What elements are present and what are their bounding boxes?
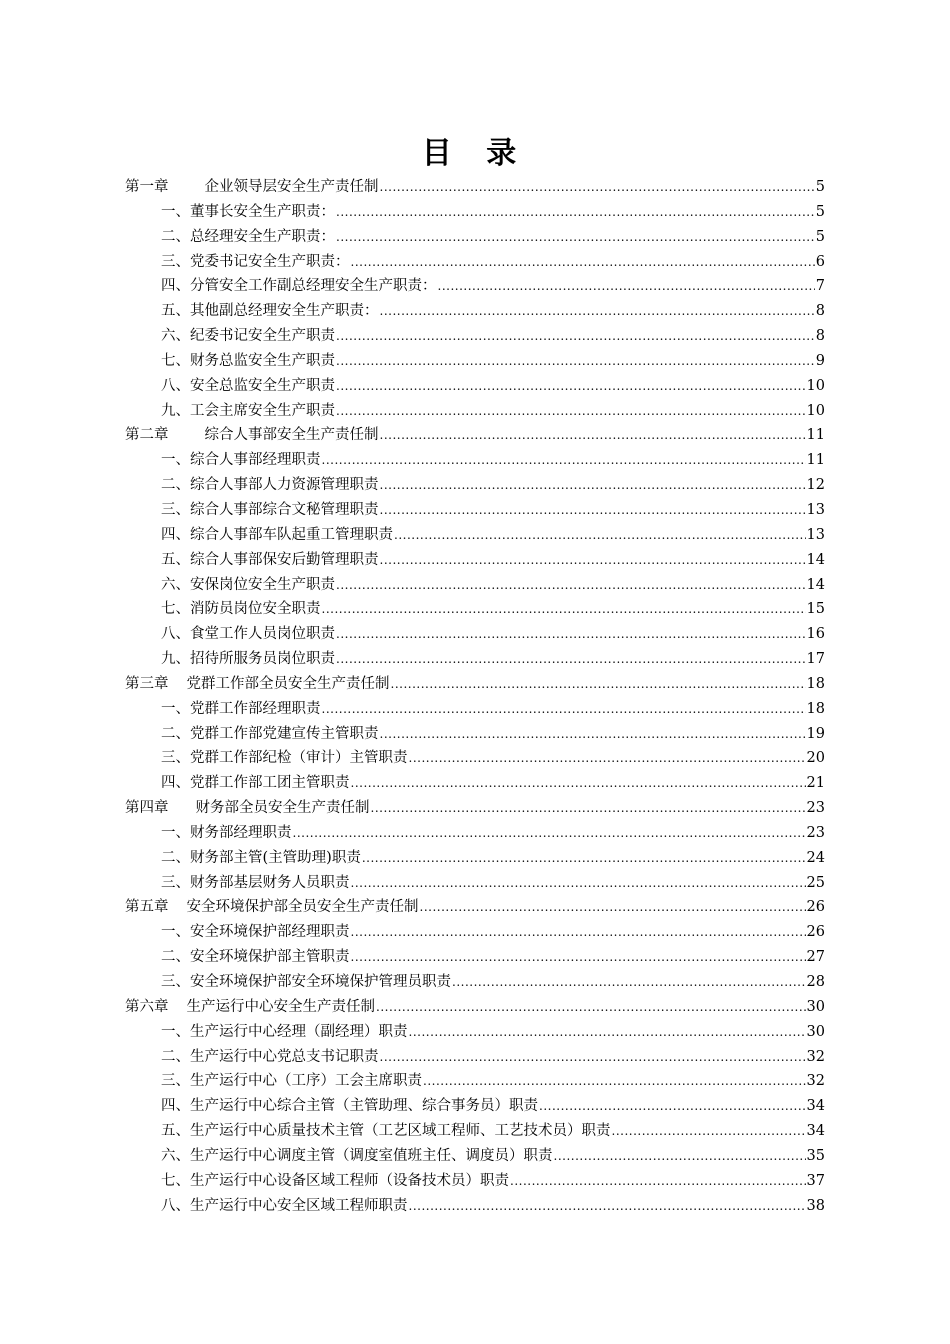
toc-page-number: 25 xyxy=(806,874,825,891)
toc-section-entry[interactable] xyxy=(125,200,825,225)
toc-section-entry[interactable] xyxy=(125,846,825,871)
toc-page-number: 32 xyxy=(806,1048,825,1065)
toc-dot-leader xyxy=(380,498,806,523)
toc-entry-title: 七、生产运行中心设备区域工程师（设备技术员）职责 xyxy=(161,1172,509,1189)
toc-section-entry[interactable] xyxy=(125,821,825,846)
toc-section-entry[interactable] xyxy=(125,573,825,598)
toc-section-entry[interactable] xyxy=(125,647,825,672)
toc-section-entry[interactable] xyxy=(125,697,825,722)
toc-chapter-entry[interactable] xyxy=(125,423,825,448)
toc-entry-title: 二、总经理安全生产职责： xyxy=(161,228,335,245)
toc-page-number: 38 xyxy=(806,1197,825,1214)
toc-dot-leader xyxy=(322,597,806,622)
toc-chapter-entry[interactable] xyxy=(125,672,825,697)
toc-dot-leader xyxy=(336,399,806,424)
toc-page-number: 23 xyxy=(806,800,825,817)
toc-entry-title: 三、财务部基层财务人员职责 xyxy=(161,874,350,891)
toc-page-number: 35 xyxy=(806,1147,825,1164)
toc-dot-leader xyxy=(380,722,806,747)
toc-page-number: 13 xyxy=(806,526,825,543)
toc-section-entry[interactable] xyxy=(125,597,825,622)
toc-dot-leader xyxy=(336,200,815,225)
toc-chapter-number: 第五章 xyxy=(125,899,169,916)
toc-dot-leader xyxy=(371,796,806,821)
toc-section-entry[interactable] xyxy=(125,920,825,945)
toc-dot-leader xyxy=(380,473,806,498)
toc-chapter-entry[interactable] xyxy=(125,995,825,1020)
toc-section-entry[interactable] xyxy=(125,299,825,324)
toc-section-entry[interactable] xyxy=(125,722,825,747)
toc-dot-leader xyxy=(351,250,815,275)
toc-dot-leader xyxy=(351,771,806,796)
toc-page-number: 17 xyxy=(806,651,825,668)
toc-entry-title: 八、安全总监安全生产职责 xyxy=(161,377,335,394)
toc-dot-leader xyxy=(362,846,806,871)
toc-entry-title: 三、党委书记安全生产职责： xyxy=(161,253,350,270)
toc-section-entry[interactable] xyxy=(125,399,825,424)
toc-page-number: 23 xyxy=(806,824,825,841)
toc-entry-title: 三、综合人事部综合文秘管理职责 xyxy=(161,501,379,518)
toc-entry-title: 一、安全环境保护部经理职责 xyxy=(161,924,350,941)
toc-section-entry[interactable] xyxy=(125,548,825,573)
toc-section-entry[interactable] xyxy=(125,1194,825,1219)
toc-section-entry[interactable] xyxy=(125,250,825,275)
toc-page-number: 28 xyxy=(806,974,825,990)
toc-page-number: 11 xyxy=(806,427,825,444)
toc-entry-title: 三、党群工作部纪检（审计）主管职责 xyxy=(161,750,408,767)
toc-entry-title: 生产运行中心安全生产责任制 xyxy=(186,998,375,1015)
toc-entry-title: 五、其他副总经理安全生产职责： xyxy=(161,303,379,320)
toc-section-entry[interactable] xyxy=(125,374,825,399)
toc-entry-title: 一、财务部经理职责 xyxy=(161,824,292,841)
toc-page-number: 14 xyxy=(806,551,825,568)
toc-dot-leader xyxy=(554,1144,806,1169)
toc-chapter-number: 第三章 xyxy=(125,675,169,692)
toc-dot-leader xyxy=(420,895,806,920)
toc-page-number: 5 xyxy=(815,203,825,220)
toc-section-entry[interactable] xyxy=(125,1144,825,1169)
toc-dot-leader xyxy=(322,697,806,722)
toc-entry-title: 安全环境保护部全员安全生产责任制 xyxy=(186,899,419,916)
toc-page-number: 12 xyxy=(806,477,825,494)
toc-entry-title: 二、党群工作部党建宣传主管职责 xyxy=(161,725,379,742)
toc-page-number: 18 xyxy=(806,700,825,717)
toc-entry-title: 八、食堂工作人员岗位职责 xyxy=(161,626,335,643)
toc-entry-title: 四、党群工作部工团主管职责 xyxy=(161,775,350,792)
toc-chapter-number: 第四章 xyxy=(125,800,169,817)
toc-dot-leader xyxy=(336,225,815,250)
toc-entry-title: 四、分管安全工作副总经理安全生产职责： xyxy=(161,278,437,295)
toc-dot-leader xyxy=(336,374,806,399)
toc-section-entry[interactable] xyxy=(125,771,825,796)
toc-dot-leader xyxy=(409,1020,806,1045)
toc-dot-leader xyxy=(409,1194,806,1219)
toc-page-number: 6 xyxy=(815,253,825,270)
toc-page-number: 16 xyxy=(806,626,825,643)
toc-page-number: 7 xyxy=(815,278,825,295)
toc-page-number: 27 xyxy=(806,949,825,966)
toc-page-number: 30 xyxy=(806,998,825,1015)
toc-section-entry[interactable] xyxy=(125,1045,825,1070)
toc-dot-leader xyxy=(351,945,806,970)
toc-section-entry[interactable] xyxy=(125,523,825,548)
toc-page-number: 8 xyxy=(815,303,825,320)
toc-chapter-number: 第六章 xyxy=(125,998,169,1015)
toc-entry-title: 二、综合人事部人力资源管理职责 xyxy=(161,477,379,494)
table-of-contents xyxy=(125,175,825,1218)
toc-page-number: 20 xyxy=(806,750,825,767)
toc-entry-title: 一、生产运行中心经理（副经理）职责 xyxy=(161,1023,408,1040)
toc-entry-title: 二、财务部主管(主管助理)职责 xyxy=(161,849,361,866)
toc-entry-title: 三、安全环境保护部安全环境保护管理员职责 xyxy=(161,974,451,990)
toc-dot-leader xyxy=(612,1119,806,1144)
toc-page-number: 8 xyxy=(815,328,825,345)
toc-chapter-entry[interactable] xyxy=(125,796,825,821)
toc-section-entry[interactable] xyxy=(125,871,825,896)
toc-dot-leader xyxy=(380,548,806,573)
toc-entry-title: 五、生产运行中心质量技术主管（工艺区域工程师、工艺技术员）职责 xyxy=(161,1123,611,1140)
toc-section-entry[interactable] xyxy=(125,1119,825,1144)
toc-dot-leader xyxy=(510,1169,806,1194)
toc-section-entry[interactable] xyxy=(125,1169,825,1194)
toc-entry-title: 七、财务总监安全生产职责 xyxy=(161,352,335,369)
toc-section-entry[interactable] xyxy=(125,349,825,374)
toc-dot-leader xyxy=(376,995,806,1020)
toc-section-entry[interactable] xyxy=(125,498,825,523)
toc-dot-leader xyxy=(322,448,806,473)
toc-section-entry[interactable] xyxy=(125,473,825,498)
toc-dot-leader xyxy=(394,523,806,548)
toc-chapter-entry[interactable] xyxy=(125,175,825,200)
toc-dot-leader xyxy=(380,423,806,448)
toc-entry-title: 四、综合人事部车队起重工管理职责 xyxy=(161,526,393,543)
toc-dot-leader xyxy=(423,1069,806,1094)
toc-dot-leader xyxy=(351,871,806,896)
page-title: 目 录 xyxy=(421,136,529,171)
toc-page-number: 30 xyxy=(806,1023,825,1040)
toc-page-number: 5 xyxy=(815,228,825,245)
toc-entry-title: 七、消防员岗位安全职责 xyxy=(161,601,321,618)
toc-page-number: 13 xyxy=(806,501,825,518)
toc-dot-leader xyxy=(452,970,806,995)
toc-page-number: 26 xyxy=(806,899,825,916)
toc-dot-leader xyxy=(380,175,815,200)
toc-entry-title: 财务部全员安全生产责任制 xyxy=(195,800,370,817)
toc-page-number: 37 xyxy=(806,1172,825,1189)
toc-entry-title: 二、安全环境保护部主管职责 xyxy=(161,949,350,966)
toc-entry-title: 五、综合人事部保安后勤管理职责 xyxy=(161,551,379,568)
toc-page-number: 19 xyxy=(806,725,825,742)
toc-page-number: 11 xyxy=(806,452,825,469)
toc-section-entry[interactable] xyxy=(125,945,825,970)
toc-dot-leader xyxy=(438,274,815,299)
toc-dot-leader xyxy=(539,1094,806,1119)
toc-chapter-number: 第二章 xyxy=(125,427,169,444)
toc-dot-leader xyxy=(351,920,806,945)
toc-page-number: 5 xyxy=(815,179,825,195)
toc-section-entry[interactable] xyxy=(125,448,825,473)
toc-page-number: 34 xyxy=(806,1123,825,1140)
toc-section-entry[interactable] xyxy=(125,970,825,995)
toc-dot-leader xyxy=(336,324,815,349)
toc-entry-title: 四、生产运行中心综合主管（主管助理、综合事务员）职责 xyxy=(161,1098,538,1115)
toc-section-entry[interactable] xyxy=(125,1094,825,1119)
toc-page-number: 10 xyxy=(806,377,825,394)
toc-entry-title: 一、综合人事部经理职责 xyxy=(161,452,321,469)
toc-entry-title: 六、安保岗位安全生产职责 xyxy=(161,576,335,593)
toc-entry-title: 六、纪委书记安全生产职责 xyxy=(161,328,335,345)
toc-page-number: 10 xyxy=(806,402,825,419)
toc-dot-leader xyxy=(409,746,806,771)
toc-section-entry[interactable] xyxy=(125,1020,825,1045)
toc-page-number: 32 xyxy=(806,1073,825,1090)
toc-dot-leader xyxy=(336,573,806,598)
toc-entry-title: 三、生产运行中心（工序）工会主席职责 xyxy=(161,1073,422,1090)
toc-dot-leader xyxy=(336,647,806,672)
toc-page-number: 9 xyxy=(815,352,825,369)
toc-page-number: 15 xyxy=(806,601,825,618)
toc-section-entry[interactable] xyxy=(125,622,825,647)
toc-dot-leader xyxy=(293,821,806,846)
toc-page-number: 18 xyxy=(806,675,825,692)
toc-entry-title: 一、董事长安全生产职责： xyxy=(161,203,335,220)
toc-entry-title: 企业领导层安全生产责任制 xyxy=(204,179,379,195)
toc-page-number: 21 xyxy=(806,775,825,792)
toc-page-number: 14 xyxy=(806,576,825,593)
toc-chapter-entry[interactable] xyxy=(125,895,825,920)
toc-entry-title: 八、生产运行中心安全区域工程师职责 xyxy=(161,1197,408,1214)
toc-entry-title: 二、生产运行中心党总支书记职责 xyxy=(161,1048,379,1065)
toc-entry-title: 党群工作部全员安全生产责任制 xyxy=(186,675,390,692)
toc-dot-leader xyxy=(336,622,806,647)
toc-page-number: 26 xyxy=(806,924,825,941)
toc-section-entry[interactable] xyxy=(125,1069,825,1094)
toc-entry-title: 六、生产运行中心调度主管（调度室值班主任、调度员）职责 xyxy=(161,1147,553,1164)
toc-entry-title: 九、招待所服务员岗位职责 xyxy=(161,651,335,668)
toc-section-entry[interactable] xyxy=(125,274,825,299)
toc-page-number: 24 xyxy=(806,849,825,866)
toc-chapter-number: 第一章 xyxy=(125,179,169,195)
toc-entry-title: 综合人事部安全生产责任制 xyxy=(204,427,379,444)
toc-entry-title: 九、工会主席安全生产职责 xyxy=(161,402,335,419)
toc-dot-leader xyxy=(391,672,806,697)
toc-section-entry[interactable] xyxy=(125,225,825,250)
toc-entry-title: 一、党群工作部经理职责 xyxy=(161,700,321,717)
toc-section-entry[interactable] xyxy=(125,324,825,349)
toc-dot-leader xyxy=(380,299,815,324)
toc-dot-leader xyxy=(380,1045,806,1070)
toc-dot-leader xyxy=(336,349,815,374)
toc-section-entry[interactable] xyxy=(125,746,825,771)
toc-page-number: 34 xyxy=(806,1098,825,1115)
